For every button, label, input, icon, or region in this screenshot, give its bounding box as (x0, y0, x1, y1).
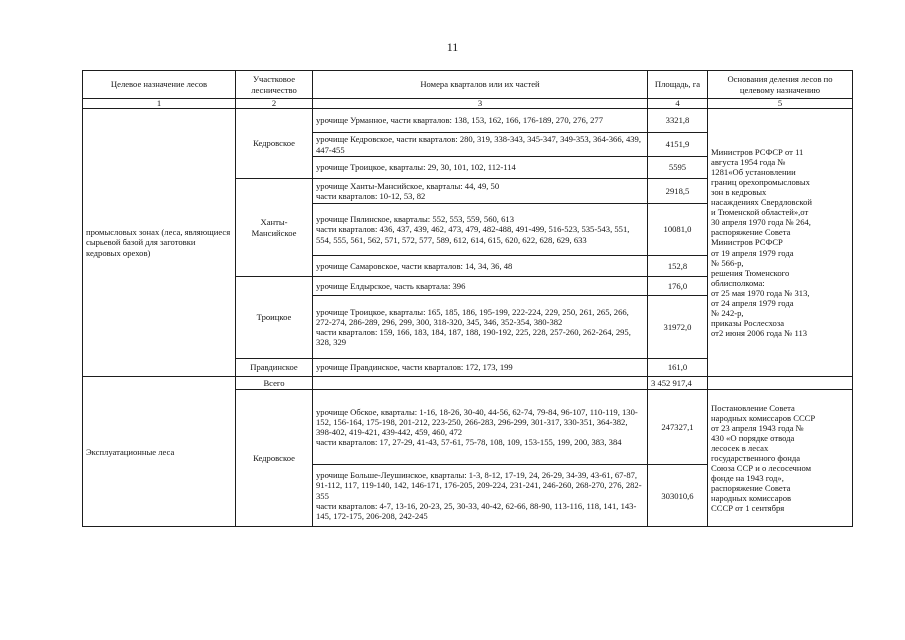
forest-division-table (82, 70, 853, 527)
quarters-cell: урочище Троицкое, кварталы: 29, 30, 101, 102, 112-114 (313, 157, 648, 179)
quarters-cell: урочище Кедровское, части кварталов: 280, 319, 338-343, 345-347, 349-353, 364-366, 439, 447-455 (313, 133, 648, 157)
area-cell: 176,0 (648, 277, 708, 296)
forestry-cell: Ханты-Мансийское (236, 179, 313, 277)
header-quarters: Номера кварталов или их частей (313, 71, 648, 99)
basis-line: от 23 апреля 1943 года № (711, 422, 804, 433)
quarters-cell (313, 296, 648, 359)
column-number: 1 (83, 99, 236, 109)
purpose-cell: Эксплуатационные леса (83, 377, 236, 527)
basis-line: границ орехопромысловых (711, 177, 810, 188)
quarters-cell: урочище Елдырское, часть квартала: 396 (313, 277, 648, 296)
header-purpose: Целевое назначение лесов (83, 71, 236, 99)
column-number: 2 (236, 99, 313, 109)
basis-line: облисполкома: (711, 277, 765, 288)
forestry-cell: Правдинское (236, 359, 313, 377)
area-cell: 2918,5 (648, 179, 708, 204)
basis-line: 30 апреля 1970 года № 264, (711, 217, 811, 228)
quarters-line: урочище Пялинское, кварталы: 552, 553, 559, 560, 613 (316, 214, 514, 225)
basis-line: 1281«Об установлении (711, 167, 796, 178)
basis-line: народных комиссаров СССР (711, 412, 816, 423)
total-area: 3 452 917,4 (648, 377, 708, 390)
basis-line: № 566-р, (711, 257, 744, 268)
area-cell: 303010,6 (648, 465, 708, 527)
quarters-line: урочище Обское, кварталы: 1-16, 18-26, 30-40, 44-56, 62-74, 79-84, 96-107, 110-119, 130-152, 156-164, 175-198, 201-212, 223-250, 266-283, 296-299, 301-317, 330-351, 364-382, 398-402, 419-421, 439-442, 459, 460, 472 (316, 406, 638, 438)
column-number: 3 (313, 99, 648, 109)
quarters-cell: урочище Самаровское, части кварталов: 14, 34, 36, 48 (313, 256, 648, 277)
quarters-line: урочище Ханты-Мансийское, кварталы: 44, 49, 50 (316, 180, 500, 191)
basis-line: приказы Рослесхоза (711, 317, 785, 328)
header-forestry: Участковое лесничество (236, 71, 313, 99)
basis-cell (708, 390, 853, 527)
basis-line: Союза ССР и о лесосечном (711, 463, 812, 474)
basis-line: от 24 апреля 1979 года (711, 297, 794, 308)
quarters-line: части кварталов: 159, 166, 183, 184, 187, 188, 190-192, 225, 228, 257-260, 262-264, 295, 328, 329 (316, 327, 631, 348)
total-label: Всего (236, 377, 313, 390)
header-basis: Основания деления лесов по целевому назначению (708, 71, 853, 99)
quarters-line: части кварталов: 436, 437, 439, 462, 473, 479, 482-488, 491-499, 516-523, 535-543, 551, 554, 555, 561, 562, 571, 572, 577, 589, 612, 614, 615, 620, 622, 628, 629, 633 (316, 224, 630, 245)
basis-line: зон в кедровых (711, 187, 767, 198)
basis-line: решения Тюменского (711, 267, 790, 278)
area-cell: 161,0 (648, 359, 708, 377)
basis-line: от2 июня 2006 года № 113 (711, 327, 808, 338)
header-area: Площадь, га (648, 71, 708, 99)
basis-line: народных комиссаров (711, 493, 792, 504)
basis-line: Постановление Совета (711, 402, 795, 413)
quarters-cell (313, 179, 648, 204)
forestry-cell: Кедровское (236, 390, 313, 527)
quarters-line: урочище Троицкое, кварталы: 165, 185, 186, 195-199, 222-224, 229, 250, 261, 265, 266, 272-274, 286-289, 296, 299, 300, 318-320, 345, 346, 352-354, 380-382 (316, 306, 629, 327)
column-number: 4 (648, 99, 708, 109)
forestry-cell: Троицкое (236, 277, 313, 359)
basis-line: от 19 апреля 1979 года (711, 247, 794, 258)
quarters-cell (313, 204, 648, 256)
basis-line: августа 1954 года № (711, 157, 786, 168)
area-cell: 5595 (648, 157, 708, 179)
area-cell: 31972,0 (648, 296, 708, 359)
area-cell: 3321,8 (648, 109, 708, 133)
quarters-line: части кварталов: 10-12, 53, 82 (316, 191, 426, 202)
basis-cell (708, 109, 853, 377)
basis-line: и Тюменской областей»,от (711, 207, 809, 218)
quarters-cell: урочище Урманное, части кварталов: 138, 153, 162, 166, 176-189, 270, 276, 277 (313, 109, 648, 133)
area-cell: 4151,9 (648, 133, 708, 157)
basis-line: Министров РСФСР (711, 237, 783, 248)
forestry-cell: Кедровское (236, 109, 313, 179)
total-basis-empty-cell (708, 377, 853, 390)
basis-line: насаждениях Свердловской (711, 197, 813, 208)
basis-line: Министров РСФСР от 11 (711, 147, 804, 158)
basis-line: фонде на 1943 год», (711, 473, 784, 484)
basis-line: СССР от 1 сентября (711, 503, 785, 514)
basis-line: лесосек в лесах (711, 442, 769, 453)
page-number: 11 (446, 40, 459, 54)
basis-line: № 242-р, (711, 307, 744, 318)
total-empty-cell (313, 377, 648, 390)
quarters-cell (313, 390, 648, 465)
area-cell: 10081,0 (648, 204, 708, 256)
purpose-cell: промысловых зонах (леса, являющиеся сырьевой базой для заготовки кедровых орехов) (83, 109, 236, 377)
quarters-line: части кварталов: 17, 27-29, 41-43, 57-61, 75-78, 108, 109, 153-155, 199, 200, 383, 384 (316, 437, 622, 448)
basis-line: распоряжение Совета (711, 227, 791, 238)
quarters-line: урочище Больше-Леушинское, кварталы: 1-3, 8-12, 17-19, 24, 26-29, 34-39, 43-61, 67-87, 91-112, 117, 119-140, 142, 146-171, 176-205, 209-224, 231-241, 246-260, 268-270, 276, 282-355 (316, 470, 642, 501)
area-cell: 152,8 (648, 256, 708, 277)
basis-line: распоряжение Совета (711, 483, 791, 494)
basis-line: от 25 мая 1970 года № 313, (711, 287, 810, 298)
quarters-cell: урочище Правдинское, части кварталов: 172, 173, 199 (313, 359, 648, 377)
basis-line: 430 «О порядке отвода (711, 432, 795, 443)
basis-line: государственного фонда (711, 453, 801, 464)
quarters-line: части кварталов: 4-7, 13-16, 20-23, 25, 30-33, 40-42, 62-66, 88-90, 113-116, 118, 141, 143-145, 172-175, 206-208, 242-245 (316, 500, 637, 521)
column-number: 5 (708, 99, 853, 109)
quarters-cell (313, 465, 648, 527)
area-cell: 247327,1 (648, 390, 708, 465)
